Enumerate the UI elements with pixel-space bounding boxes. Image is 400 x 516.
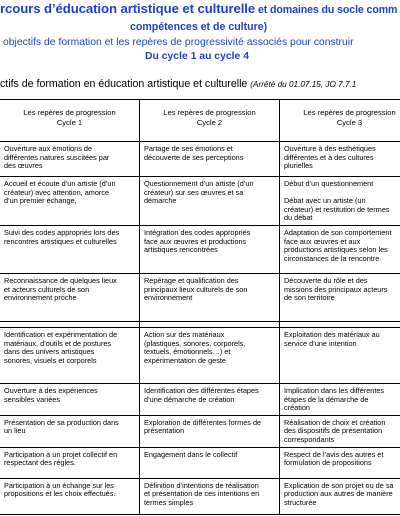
document-title-line2: compétences et de culture) [130,21,268,33]
table-row [0,478,400,514]
table-cell-cycle-2 [140,177,280,226]
title-main: rcours d’éducation artistique et culturelle [0,1,256,16]
cell-line: Participation à un échange sur les [4,481,114,490]
table-cell-cycle-1 [0,415,140,447]
table-row [0,273,400,321]
cell-line: (plastiques, sonores, corporels, [144,339,246,348]
cell-line: Suivi des codes appropriés lors des [4,228,120,237]
table-cell-cycle-3 [280,478,400,514]
table-cell-cycle-2 [140,225,280,273]
cell-line: étapes de la démarche de [284,395,369,404]
table-header-row [0,100,400,142]
section-reference: (Arrêté du 01.07.15, JO 7.7.1 [250,80,357,89]
cell-line: sensibles variées [4,395,60,404]
cell-line: des dispositifs de présentation [284,427,383,436]
table-row [0,225,400,273]
table-row [0,142,400,177]
cell-line: un lieu [4,427,26,436]
table-cell-cycle-2 [140,447,280,478]
table-cell-cycle-3 [280,447,400,478]
table-cell-cycle-1 [0,447,140,478]
cell-line: différentes natures suscitées par [4,153,110,162]
table-cell-cycle-2 [140,415,280,447]
cell-line: Ouverture aux émotions de [4,145,93,153]
header-label: Les repères de progression [303,108,396,117]
table-cell-cycle-3 [280,225,400,273]
cell-line: Engagement dans le collectif [144,450,238,459]
table-cell-cycle-3 [280,142,400,177]
cell-line: créateur) sur ses œuvres et sa [144,188,244,197]
cell-line: formulation de propositions [284,459,372,468]
header-cycle: Cycle 3 [336,117,363,127]
cell-line: du débat [284,214,313,223]
cell-line: Définition d’intentions de réalisation [144,481,259,490]
cell-line: Ouverture à des esthétiques [284,145,376,153]
cell-line: production aux autres de manière [284,490,393,499]
section-title [0,78,356,90]
cell-line: Reconnaissance de quelques lieux [4,276,117,285]
table-cell-cycle-2 [140,142,280,177]
cell-line: et présentation de ces intentions en [144,490,260,499]
table-cell-cycle-3 [280,415,400,447]
document-subtitle: objectifs de formation et les repères de progressivité associés pour construir [3,37,354,48]
document-title [0,1,397,16]
cell-line: Explication de son projet ou de sa [284,481,394,490]
progression-table [0,99,400,515]
cell-line: Réalisation de choix et création [284,418,386,427]
cell-line: propositions et les choix effectués. [4,490,116,499]
cell-line: Participation à un projet collectif en [4,450,118,459]
table-cell-cycle-3 [280,273,400,321]
cell-line: structurée [284,498,317,507]
title-rest: et domaines du socle comm [255,4,398,16]
cell-line: Exploitation des matériaux au [284,330,380,339]
table-cell-cycle-1 [0,225,140,273]
cell-line: créateur) avec attention, amorce [4,188,110,197]
cell-line: Action sur des matériaux [144,330,225,339]
section-title-text: ctifs de formation en éducation artistique et culturelle [0,78,248,90]
cell-line: de son territoire [284,294,335,303]
table-cell-cycle-1 [0,273,140,321]
cell-line: respectant des règles. [4,459,76,468]
cell-line: missions des principaux acteurs [284,285,388,294]
cell-line: textuels, émotionnels…) et [144,348,231,357]
cell-line: Identification et expérimentation de [4,330,118,339]
cell-line: découverte de ses perceptions [144,153,244,162]
cell-line: productions artistiques selon les [284,246,388,255]
cell-line: Exploration de différentes formes de [144,418,262,427]
table-cell-cycle-2 [140,327,280,383]
cell-line: des œuvres [4,162,43,171]
table-cell-cycle-1 [0,177,140,226]
table-row [0,177,400,226]
table-cell-cycle-2 [140,383,280,415]
table-row [0,447,400,478]
cell-line: sonores, visuels et corporels [4,356,97,365]
cell-line: environnement [144,294,193,303]
cell-line: termes simples [144,498,194,507]
header-label: Les repères de progression [23,108,116,117]
table-cell-cycle-3 [280,177,400,226]
header-cycle-3 [280,100,400,142]
header-cycle: Cycle 1 [56,117,83,127]
cell-line: Ouverture à des expériences [4,386,98,395]
cell-line: circonstances de la rencontre [284,254,380,263]
table-cell-cycle-2 [140,273,280,321]
cell-line: dans des univers artistiques [4,348,95,357]
table-cell-cycle-1 [0,142,140,177]
table-cell-cycle-1 [0,327,140,383]
cell-line: service d’une intention [284,339,357,348]
cell-line: présentation [144,427,185,436]
header-cycle-1 [0,100,140,142]
header-cycle-2 [140,100,280,142]
cell-line [284,189,400,198]
cell-line: Identification des différentes étapes [144,386,259,395]
table-row [0,383,400,415]
cell-line: face aux œuvres et productions [144,237,247,246]
cell-line: correspondants [284,435,335,444]
cell-line: Débat avec un artiste (un [284,197,366,206]
cell-line: Repérage et qualification des [144,276,239,285]
cell-line: principaux lieux culturels de son [144,285,248,294]
cell-line: Adaptation de son comportement [284,228,392,237]
cell-line: création [284,404,310,413]
cell-line: créateur) et restitution de termes [284,205,390,214]
cell-line: démarche [144,197,177,206]
cell-line: matériaux, d’outils et de postures [4,339,112,348]
cell-line: Découverte du rôle et des [284,276,368,285]
cell-line: différentes et à des cultures [284,153,374,162]
table-row [0,327,400,383]
table-cell-cycle-3 [280,327,400,383]
table-row [0,415,400,447]
cell-line: rencontres artistiques et culturelles [4,237,117,246]
cell-line: et acteurs culturels de son [4,285,90,294]
cycles-range: Du cycle 1 au cycle 4 [145,51,249,62]
cell-line: environnement proche [4,294,77,303]
cell-line: Accueil et écoute d’un artiste (d’un [4,180,116,188]
cell-line: Partage de ses émotions et [144,145,233,153]
cell-line: d’un premier échange, [4,197,77,206]
cell-line: Implication dans les différentes [284,386,385,395]
cell-line: Début d’un questionnement [284,180,374,188]
cell-line: Intégration des codes appropriés [144,228,251,237]
header-label: Les repères de progression [163,108,256,117]
cell-line: Présentation de sa production dans [4,418,119,427]
table-cell-cycle-1 [0,383,140,415]
cell-line: Questionnement d’un artiste (d’un [144,180,254,188]
cell-line: plurielles [284,162,313,171]
table-cell-cycle-3 [280,383,400,415]
cell-line: d’une démarche de création [144,395,235,404]
table-cell-cycle-2 [140,478,280,514]
header-cycle: Cycle 2 [196,117,223,127]
cell-line: expérimentation de geste [144,356,226,365]
cell-line: Respect de l’avis des autres et [284,450,384,459]
table-cell-cycle-1 [0,478,140,514]
cell-line: artistiques rencontrées [144,246,218,255]
cell-line: face aux œuvres et aux [284,237,361,246]
